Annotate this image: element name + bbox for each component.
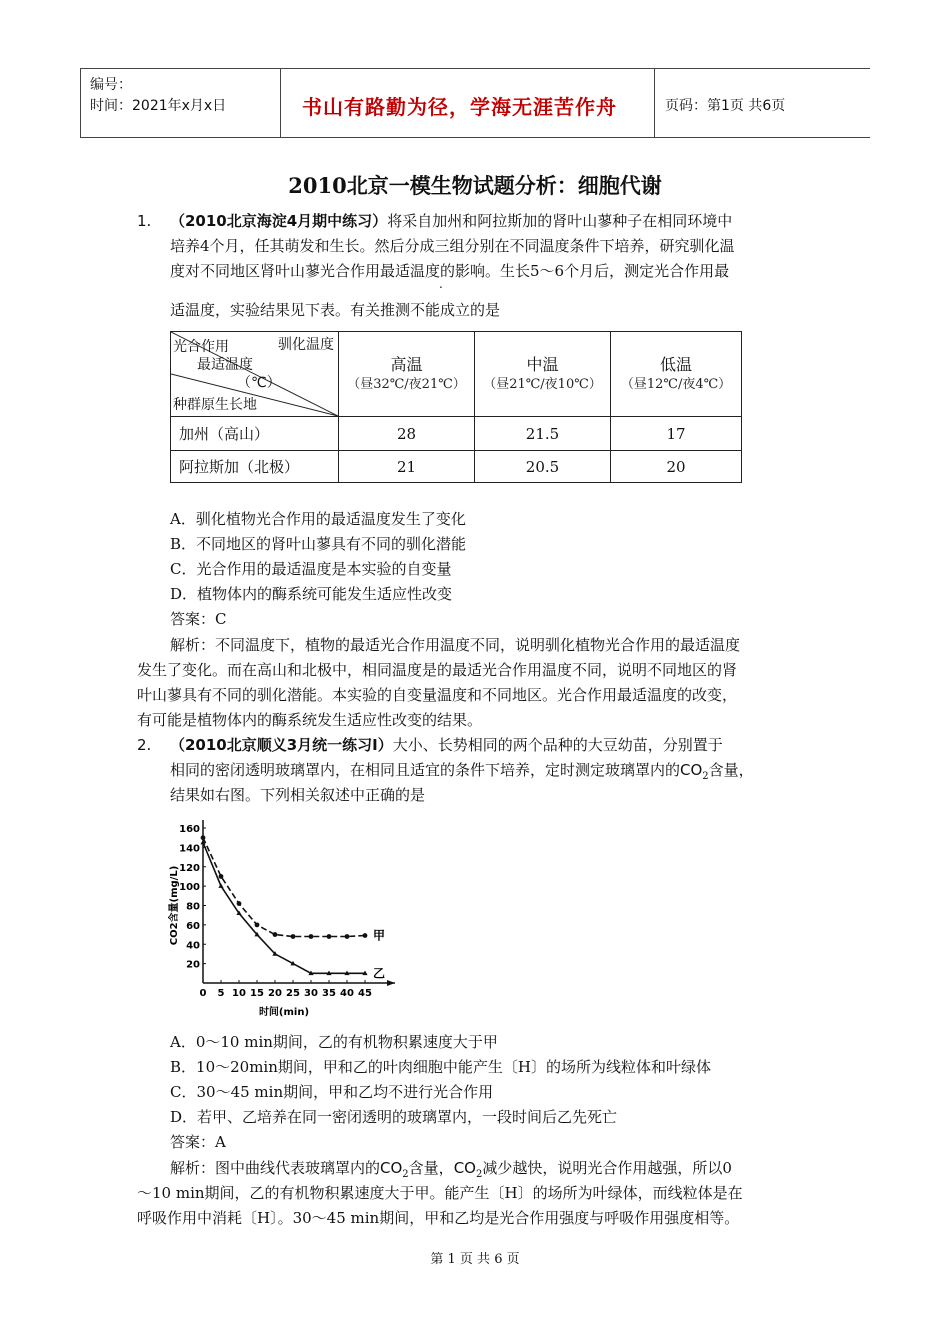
header-motto: 书山有路勤为径，学海无涯苦作舟 bbox=[302, 95, 617, 119]
series-line-乙 bbox=[203, 843, 365, 974]
q2-source: （2010北京顺义3月统一练习I） bbox=[170, 736, 393, 754]
q1-analysis-line2: 发生了变化。而在高山和北极中，相同温度是的最适光合作用温度不同，说明不同地区的肾 bbox=[137, 661, 738, 679]
q1-source: （2010北京海淀4月期中练习） bbox=[170, 212, 388, 230]
data-point-甲 bbox=[219, 874, 224, 879]
data-point-甲 bbox=[363, 933, 368, 938]
row-origin: 阿拉斯加（北极） bbox=[171, 451, 339, 483]
x-axis-label: 时间(min) bbox=[258, 1007, 310, 1018]
q1-analysis-line3: 叶山蓼具有不同的驯化潜能。本实验的自变量温度和不同地区。光合作用最适温度的改变， bbox=[137, 686, 738, 704]
q2-analysis-line2: ～10 min期间，乙的有机物积累速度大于甲。能产生〔H〕的场所为叶绿体，而线粒体是在 bbox=[137, 1184, 743, 1202]
y-tick-label: 140 bbox=[179, 843, 200, 855]
data-point-甲 bbox=[345, 934, 350, 939]
col-low bbox=[611, 332, 742, 417]
col-mid-name: 中温 bbox=[526, 355, 559, 374]
q2-option-d: D．若甲、乙培养在同一密闭透明的玻璃罩内，一段时间后乙先死亡 bbox=[170, 1108, 618, 1126]
col-high-detail: （昼32℃/夜21℃） bbox=[347, 377, 466, 392]
q2-analysis-text-b: 含量， bbox=[408, 1159, 454, 1177]
co2-subscript: 2 bbox=[475, 1169, 483, 1180]
y-tick-label: 160 bbox=[179, 824, 200, 835]
col-high-name: 高温 bbox=[390, 355, 423, 374]
y-tick-label: 40 bbox=[186, 940, 200, 952]
data-point-甲 bbox=[327, 934, 332, 939]
q1-stem-line2: 培养4个月，任其萌发和生长。然后分成三组分别在不同温度条件下培养，研究驯化温 bbox=[170, 237, 735, 255]
y-tick-label: 60 bbox=[186, 920, 200, 932]
x-axis-arrow bbox=[387, 980, 395, 986]
q2-stem-text1: 大小、长势相同的两个品种的大豆幼苗，分别置于 bbox=[392, 736, 723, 754]
table-cell: 21 bbox=[339, 451, 475, 483]
data-point-甲 bbox=[291, 934, 296, 939]
co2-formula: CO bbox=[453, 1159, 476, 1177]
q1-analysis-line1: 解析：不同温度下，植物的最适光合作用温度不同，说明驯化植物光合作用的最适温度 bbox=[170, 636, 741, 654]
series-label-乙: 乙 bbox=[373, 966, 386, 981]
x-tick-label: 20 bbox=[268, 988, 282, 999]
y-tick-label: 100 bbox=[179, 882, 200, 894]
data-point-甲 bbox=[201, 835, 206, 840]
header-meta bbox=[90, 75, 226, 117]
x-tick-label: 35 bbox=[322, 988, 336, 999]
header-page-info: 页码：第1页 共6页 bbox=[665, 98, 786, 114]
q1-stem-line4: 适温度，实验结果见下表。有关推测不能成立的是 bbox=[170, 301, 501, 319]
y-tick-label: 20 bbox=[186, 959, 200, 971]
x-tick-label: 25 bbox=[286, 988, 300, 999]
table-cell: 28 bbox=[339, 417, 475, 451]
x-tick-label: 10 bbox=[232, 988, 246, 999]
time-label: 时间：2021年x月x日 bbox=[90, 98, 227, 114]
x-tick-label: 40 bbox=[340, 988, 354, 999]
q2-option-b: B．10～20min期间，甲和乙的叶肉细胞中能产生〔H〕的场所为线粒体和叶绿体 bbox=[170, 1058, 711, 1076]
row-origin: 加州（高山） bbox=[171, 417, 339, 451]
table-cell: 20 bbox=[611, 451, 742, 483]
corner-bottom: 种群原生长地 bbox=[173, 397, 257, 413]
x-tick-label: 15 bbox=[250, 988, 264, 999]
co2-formula: CO bbox=[680, 761, 703, 779]
corner-left-2: 最适温度 bbox=[197, 357, 253, 373]
corner-top-right: 驯化温度 bbox=[278, 337, 334, 353]
q2-option-a: A．0～10 min期间，乙的有机物积累速度大于甲 bbox=[170, 1033, 498, 1051]
x-tick-label: 45 bbox=[358, 988, 372, 999]
data-point-甲 bbox=[255, 922, 260, 927]
q2-analysis-text-c: 减少越快，说明光合作用越强，所以0 bbox=[482, 1159, 732, 1177]
col-mid bbox=[475, 332, 611, 417]
q1-option-d: D．植物体内的酶系统可能发生适应性改变 bbox=[170, 585, 453, 603]
q2-analysis-line3: 呼吸作用中消耗〔H〕。30～45 min期间，甲和乙均是光合作用强度与呼吸作用强度相等。 bbox=[137, 1209, 740, 1227]
data-point-甲 bbox=[273, 932, 278, 937]
col-mid-detail: （昼21℃/夜10℃） bbox=[483, 377, 602, 392]
q2-stem-line1 bbox=[170, 733, 723, 758]
table-row bbox=[171, 451, 742, 483]
q2-option-c: C．30～45 min期间，甲和乙均不进行光合作用 bbox=[170, 1083, 494, 1101]
data-point-乙 bbox=[218, 883, 223, 888]
q2-stem-text2a: 相同的密闭透明玻璃罩内，在相同且适宜的条件下培养，定时测定玻璃罩内的 bbox=[170, 761, 681, 779]
series-line-甲 bbox=[203, 838, 365, 937]
x-tick-label: 5 bbox=[217, 988, 225, 999]
data-point-甲 bbox=[237, 901, 242, 906]
col-low-detail: （昼12℃/夜4℃） bbox=[620, 377, 732, 392]
y-tick-label: 120 bbox=[179, 862, 200, 874]
q1-option-a: A．驯化植物光合作用的最适温度发生了变化 bbox=[170, 510, 466, 528]
col-low-name: 低温 bbox=[659, 355, 692, 374]
q2-stem-text2b: 含量， bbox=[708, 761, 754, 779]
emphasis-dot: . bbox=[439, 277, 443, 291]
y-tick-label: 80 bbox=[186, 901, 200, 913]
q1-option-c: C．光合作用的最适温度是本实验的自变量 bbox=[170, 560, 452, 578]
q1-option-b: B．不同地区的肾叶山蓼具有不同的驯化潜能 bbox=[170, 535, 467, 553]
q1-stem-line1 bbox=[170, 209, 732, 234]
page-title: 2010北京一模生物试题分析：细胞代谢 bbox=[288, 173, 662, 198]
table-cell: 21.5 bbox=[475, 417, 611, 451]
q1-answer: 答案：C bbox=[170, 610, 227, 628]
q2-number: 2. bbox=[137, 736, 152, 754]
acclimation-table bbox=[170, 331, 742, 483]
table-corner-cell bbox=[171, 332, 339, 417]
page-footer: 第 1 页 共 6 页 bbox=[430, 1252, 520, 1267]
x-tick-label: 30 bbox=[304, 988, 318, 999]
q1-number: 1. bbox=[137, 212, 152, 230]
corner-left-1: 光合作用 bbox=[173, 339, 229, 355]
serial-label: 编号： bbox=[90, 77, 132, 93]
data-point-甲 bbox=[309, 934, 314, 939]
q2-answer: 答案：A bbox=[170, 1133, 226, 1151]
corner-left-3: （℃） bbox=[237, 375, 281, 391]
header-box bbox=[80, 68, 870, 138]
co2-chart bbox=[160, 808, 410, 1023]
x-tick-label: 0 bbox=[199, 988, 207, 999]
q2-stem-line3: 结果如右图。下列相关叙述中正确的是 bbox=[170, 786, 426, 804]
co2-subscript: 2 bbox=[702, 771, 709, 782]
table-cell: 20.5 bbox=[475, 451, 611, 483]
series-label-甲: 甲 bbox=[373, 928, 386, 943]
y-axis-label: CO2含量(mg/L) bbox=[169, 865, 180, 946]
table-row bbox=[171, 417, 742, 451]
co2-formula: CO bbox=[380, 1159, 403, 1177]
co2-subscript: 2 bbox=[402, 1169, 409, 1180]
q1-stem-line3: 度对不同地区肾叶山蓼光合作用最适温度的影响。生长5～6个月后，测定光合作用最 bbox=[170, 262, 730, 280]
table-cell: 17 bbox=[611, 417, 742, 451]
col-high bbox=[339, 332, 475, 417]
q2-analysis-text-a: 解析：图中曲线代表玻璃罩内的 bbox=[170, 1159, 381, 1177]
q1-stem-text1: 将采自加州和阿拉斯加的肾叶山蓼种子在相同环境中 bbox=[387, 212, 733, 230]
q1-analysis-line4: 有可能是植物体内的酶系统发生适应性改变的结果。 bbox=[137, 711, 483, 729]
